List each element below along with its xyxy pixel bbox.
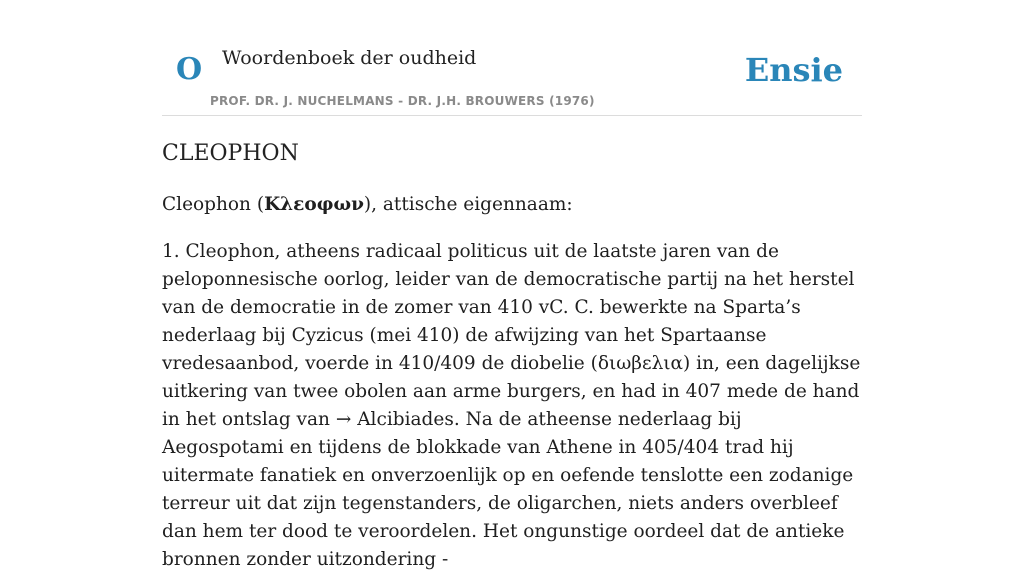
page	[162, 0, 862, 570]
book-authors: PROF. DR. J. NUCHELMANS - DR. J.H. BROUWERS (1976)	[210, 94, 595, 108]
header	[162, 0, 862, 116]
intro-greek: Κλεοφων	[264, 194, 364, 215]
book-title[interactable]: Woordenboek der oudheid	[222, 47, 477, 69]
entry-paragraph: 1. Cleophon, atheens radicaal politicus uit de laatste jaren van de peloponnesische oorlog, leider van de democratische partij na het herstel van de democratie in de zomer van 410 vC. C. bewerkte na Sparta’s nederlaag bij Cyzicus (mei 410) de afwijzing van het Spartaanse vredesaanbod, voerde in 410/409 de diobelie (διωβελια) in, een dagelijkse uitkering van twee obolen aan arme burgers, en had in 407 mede de hand in het ontslag van → Alcibiades. Na de atheense nederlaag bij Aegospotami en tijdens de blokkade van Athene in 405/404 trad hij uitermate fanatiek en onverzoenlijk op en oefende tenslotte een zodanige terreur uit dat zijn tegenstanders, de oligarchen, niets anders overbleef dan hem ter dood te veroordelen. Het ongunstige oordeel dat de antieke bronnen zonder uitzondering -	[162, 241, 861, 570]
brand-logo[interactable]: Ensie	[744, 51, 843, 89]
intro-prefix: Cleophon (	[162, 194, 265, 215]
entry-title: CLEOPHON	[162, 141, 299, 166]
entry-intro	[162, 191, 862, 219]
letter-link[interactable]: O	[176, 52, 203, 87]
intro-suffix: ), attische eigennaam:	[363, 194, 573, 215]
